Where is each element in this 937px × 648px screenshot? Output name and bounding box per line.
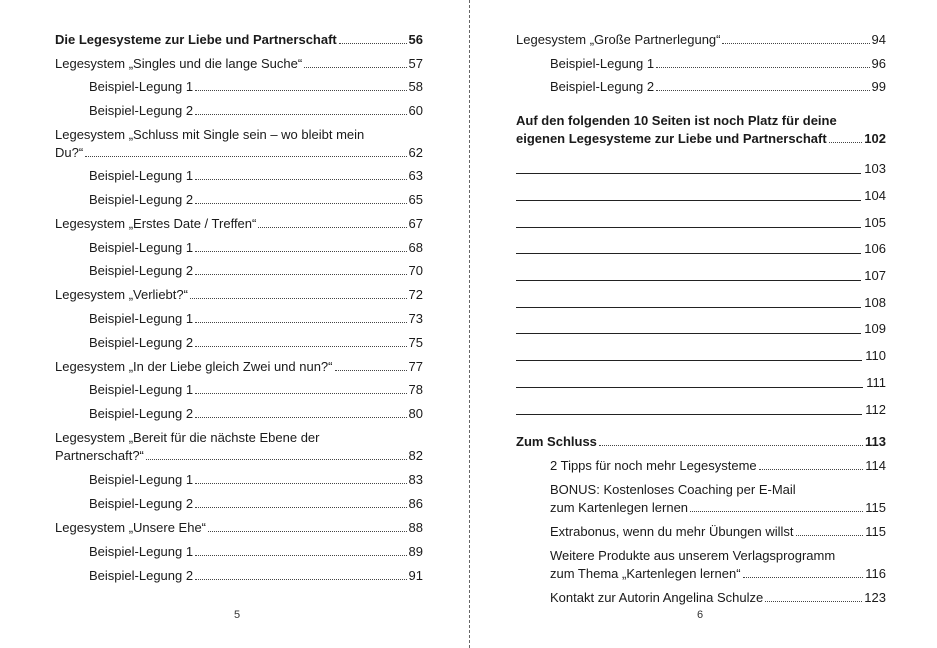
blank-page-number: 108 [864, 295, 886, 310]
toc-entry-title: Beispiel-Legung 1 [89, 382, 194, 397]
toc-subentry[interactable] [550, 79, 886, 95]
toc-entry-title: Beispiel-Legung 2 [89, 496, 194, 511]
toc-entry-page: 58 [408, 79, 423, 94]
toc-entry-section[interactable] [55, 32, 423, 48]
toc-entry-page: 96 [871, 56, 886, 71]
toc-entry[interactable] [516, 32, 886, 48]
dot-leader [146, 459, 407, 460]
blank-page-line[interactable] [516, 241, 886, 257]
toc-entry-page: 89 [408, 544, 423, 559]
toc-entry-multiline[interactable] [516, 113, 886, 129]
dot-leader [765, 601, 862, 602]
toc-entry-page: 88 [408, 520, 423, 535]
toc-entry-title-cont: Du?“ [55, 145, 84, 160]
toc-entry-title: Beispiel-Legung 2 [89, 263, 194, 278]
toc-entry-page: 99 [871, 79, 886, 94]
toc-entry[interactable] [55, 287, 423, 303]
toc-entry-title: Zum Schluss [516, 434, 597, 449]
dot-leader [195, 393, 406, 394]
dot-leader [195, 274, 406, 275]
toc-entry-title: Beispiel-Legung 1 [89, 79, 194, 94]
rule-line [516, 307, 861, 308]
page-number-right: 6 [697, 609, 704, 621]
dot-leader [195, 90, 406, 91]
toc-subentry[interactable] [550, 458, 886, 474]
toc-entry-page: 116 [865, 566, 886, 581]
toc-entry-title: Beispiel-Legung 2 [89, 568, 194, 583]
dot-leader [690, 511, 863, 512]
toc-subentry[interactable] [89, 335, 423, 351]
dot-leader [339, 43, 407, 44]
toc-entry-page: 77 [408, 359, 423, 374]
toc-subentry[interactable] [89, 168, 423, 184]
toc-entry-title: Beispiel-Legung 2 [89, 335, 194, 350]
toc-entry-page: 114 [865, 458, 886, 473]
blank-page-number: 105 [864, 215, 886, 230]
toc-entry[interactable] [55, 359, 423, 375]
toc-entry-page: 73 [408, 311, 423, 326]
toc-entry-title: Beispiel-Legung 1 [89, 472, 194, 487]
toc-entry-title: Legesystem „Singles und die lange Suche“ [55, 56, 303, 71]
dot-leader [829, 142, 863, 143]
toc-entry-page: 102 [864, 131, 886, 146]
page-number-left: 5 [234, 609, 241, 621]
toc-entry-title-cont: zum Kartenlegen lernen [550, 500, 689, 515]
toc-entry-title: Beispiel-Legung 1 [89, 544, 194, 559]
toc-entry-page: 60 [408, 103, 423, 118]
toc-entry-continued[interactable] [516, 131, 886, 147]
toc-entry-title: Legesystem „Unsere Ehe“ [55, 520, 207, 535]
toc-entry-title: Legesystem „Erstes Date / Treffen“ [55, 216, 257, 231]
dot-leader [195, 555, 406, 556]
dot-leader [195, 114, 406, 115]
blank-page-line[interactable] [516, 295, 886, 311]
toc-entry-title: Beispiel-Legung 2 [89, 103, 194, 118]
dot-leader [743, 577, 864, 578]
toc-entry-title: Legesystem „Schluss mit Single sein – wo bleibt mein [55, 127, 365, 142]
toc-entry-title: Beispiel-Legung 2 [89, 406, 194, 421]
toc-subentry[interactable] [89, 544, 423, 560]
toc-entry-title: Beispiel-Legung 2 [550, 79, 655, 94]
dot-leader [599, 445, 863, 446]
rule-line [516, 360, 862, 361]
toc-entry-page: 57 [408, 56, 423, 71]
dot-leader [195, 322, 406, 323]
toc-entry-page: 80 [408, 406, 423, 421]
toc-subentry[interactable] [89, 382, 423, 398]
toc-subentry[interactable] [89, 568, 423, 584]
dot-leader [195, 507, 406, 508]
blank-page-number: 104 [864, 188, 886, 203]
toc-entry-page: 75 [408, 335, 423, 350]
dot-leader [335, 370, 407, 371]
rule-line [516, 200, 861, 201]
toc-subentry[interactable] [550, 524, 886, 540]
dot-leader [85, 156, 406, 157]
dot-leader [796, 535, 864, 536]
toc-entry-title: Legesystem „Große Partnerlegung“ [516, 32, 721, 47]
blank-page-line[interactable] [516, 215, 886, 231]
toc-subentry[interactable] [89, 311, 423, 327]
toc-entry-page: 82 [408, 448, 423, 463]
toc-subentry[interactable] [89, 192, 423, 208]
blank-page-line[interactable] [516, 375, 886, 391]
toc-subentry-multiline[interactable] [550, 482, 886, 498]
toc-entry-multiline[interactable] [55, 430, 423, 446]
toc-entry-page: 78 [408, 382, 423, 397]
toc-entry-title: Legesystem „Bereit für die nächste Ebene der [55, 430, 320, 445]
rule-line [516, 173, 861, 174]
toc-entry-title: Beispiel-Legung 2 [89, 192, 194, 207]
toc-entry-title: 2 Tipps für noch mehr Legesysteme [550, 458, 757, 473]
toc-entry-page: 91 [408, 568, 423, 583]
blank-page-line[interactable] [516, 188, 886, 204]
dot-leader [304, 67, 406, 68]
toc-subentry-multiline[interactable] [550, 548, 886, 564]
blank-page-line[interactable] [516, 402, 886, 418]
dot-leader [195, 179, 406, 180]
toc-entry-title: Extrabonus, wenn du mehr Übungen willst [550, 524, 794, 539]
blank-page-number: 103 [864, 161, 886, 176]
blank-page-number: 107 [864, 268, 886, 283]
toc-entry-continued[interactable] [55, 145, 423, 161]
toc-entry-multiline[interactable] [55, 127, 423, 143]
toc-entry-title-cont: eigenen Legesysteme zur Liebe und Partnerschaft [516, 131, 827, 146]
toc-entry-page: 62 [408, 145, 423, 160]
toc-entry-title: Legesystem „In der Liebe gleich Zwei und nun?“ [55, 359, 333, 374]
dot-leader [722, 43, 869, 44]
rule-line [516, 387, 863, 388]
rule-line [516, 227, 861, 228]
toc-entry-page: 70 [408, 263, 423, 278]
toc-subentry-continued[interactable] [550, 500, 886, 516]
toc-entry-page: 68 [408, 240, 423, 255]
toc-subentry[interactable] [550, 590, 886, 606]
page-gutter-divider [469, 0, 470, 648]
toc-subentry[interactable] [89, 406, 423, 422]
toc-entry-title: Legesystem „Verliebt?“ [55, 287, 188, 302]
toc-entry-page: 123 [864, 590, 886, 605]
dot-leader [656, 67, 869, 68]
toc-entry-title: Beispiel-Legung 1 [550, 56, 655, 71]
toc-entry-title: Auf den folgenden 10 Seiten ist noch Platz für deine [516, 113, 837, 128]
toc-entry-continued[interactable] [55, 448, 423, 464]
rule-line [516, 280, 861, 281]
toc-entry-title-cont: zum Thema „Kartenlegen lernen“ [550, 566, 741, 581]
toc-entry-title: Beispiel-Legung 1 [89, 168, 194, 183]
toc-entry-page: 72 [408, 287, 423, 302]
blank-page-line[interactable] [516, 268, 886, 284]
toc-entry-title-cont: Partnerschaft?“ [55, 448, 144, 463]
toc-subentry[interactable] [89, 496, 423, 512]
blank-page-line[interactable] [516, 348, 886, 364]
blank-page-number: 110 [865, 348, 886, 363]
rule-line [516, 253, 861, 254]
toc-subentry-continued[interactable] [550, 566, 886, 582]
toc-subentry[interactable] [89, 240, 423, 256]
blank-page-line[interactable] [516, 161, 886, 177]
dot-leader [190, 298, 407, 299]
blank-page-number: 109 [864, 321, 886, 336]
toc-entry-page: 56 [408, 32, 423, 47]
toc-entry-title: Beispiel-Legung 1 [89, 240, 194, 255]
toc-entry-page: 83 [408, 472, 423, 487]
dot-leader [258, 227, 406, 228]
toc-entry-page: 113 [865, 434, 886, 449]
rule-line [516, 414, 862, 415]
toc-entry-page: 115 [865, 524, 886, 539]
dot-leader [195, 417, 406, 418]
dot-leader [195, 483, 406, 484]
toc-entry-title: Die Legesysteme zur Liebe und Partnerschaft [55, 32, 337, 47]
rule-line [516, 333, 861, 334]
dot-leader [656, 90, 869, 91]
toc-entry-page: 63 [408, 168, 423, 183]
toc-entry-title: Kontakt zur Autorin Angelina Schulze [550, 590, 764, 605]
toc-entry[interactable] [55, 56, 423, 72]
dot-leader [208, 531, 407, 532]
toc-subentry[interactable] [89, 103, 423, 119]
dot-leader [195, 251, 406, 252]
toc-subentry[interactable] [89, 79, 423, 95]
dot-leader [195, 203, 406, 204]
toc-subentry[interactable] [89, 472, 423, 488]
toc-entry-title: Weitere Produkte aus unserem Verlagsprogramm [550, 548, 836, 563]
toc-subentry[interactable] [550, 56, 886, 72]
dot-leader [759, 469, 864, 470]
toc-entry-title: Beispiel-Legung 1 [89, 311, 194, 326]
toc-entry-page: 86 [408, 496, 423, 511]
toc-entry-title: BONUS: Kostenloses Coaching per E-Mail [550, 482, 796, 497]
toc-entry-page: 65 [408, 192, 423, 207]
blank-page-line[interactable] [516, 321, 886, 337]
dot-leader [195, 346, 406, 347]
toc-entry-page: 67 [408, 216, 423, 231]
blank-page-number: 111 [866, 375, 886, 390]
blank-page-number: 106 [864, 241, 886, 256]
blank-page-number: 112 [865, 402, 886, 417]
toc-entry[interactable] [55, 520, 423, 536]
toc-entry-page: 115 [865, 500, 886, 515]
toc-entry-section[interactable] [516, 434, 886, 450]
toc-entry-page: 94 [871, 32, 886, 47]
toc-subentry[interactable] [89, 263, 423, 279]
toc-entry[interactable] [55, 216, 423, 232]
dot-leader [195, 579, 406, 580]
